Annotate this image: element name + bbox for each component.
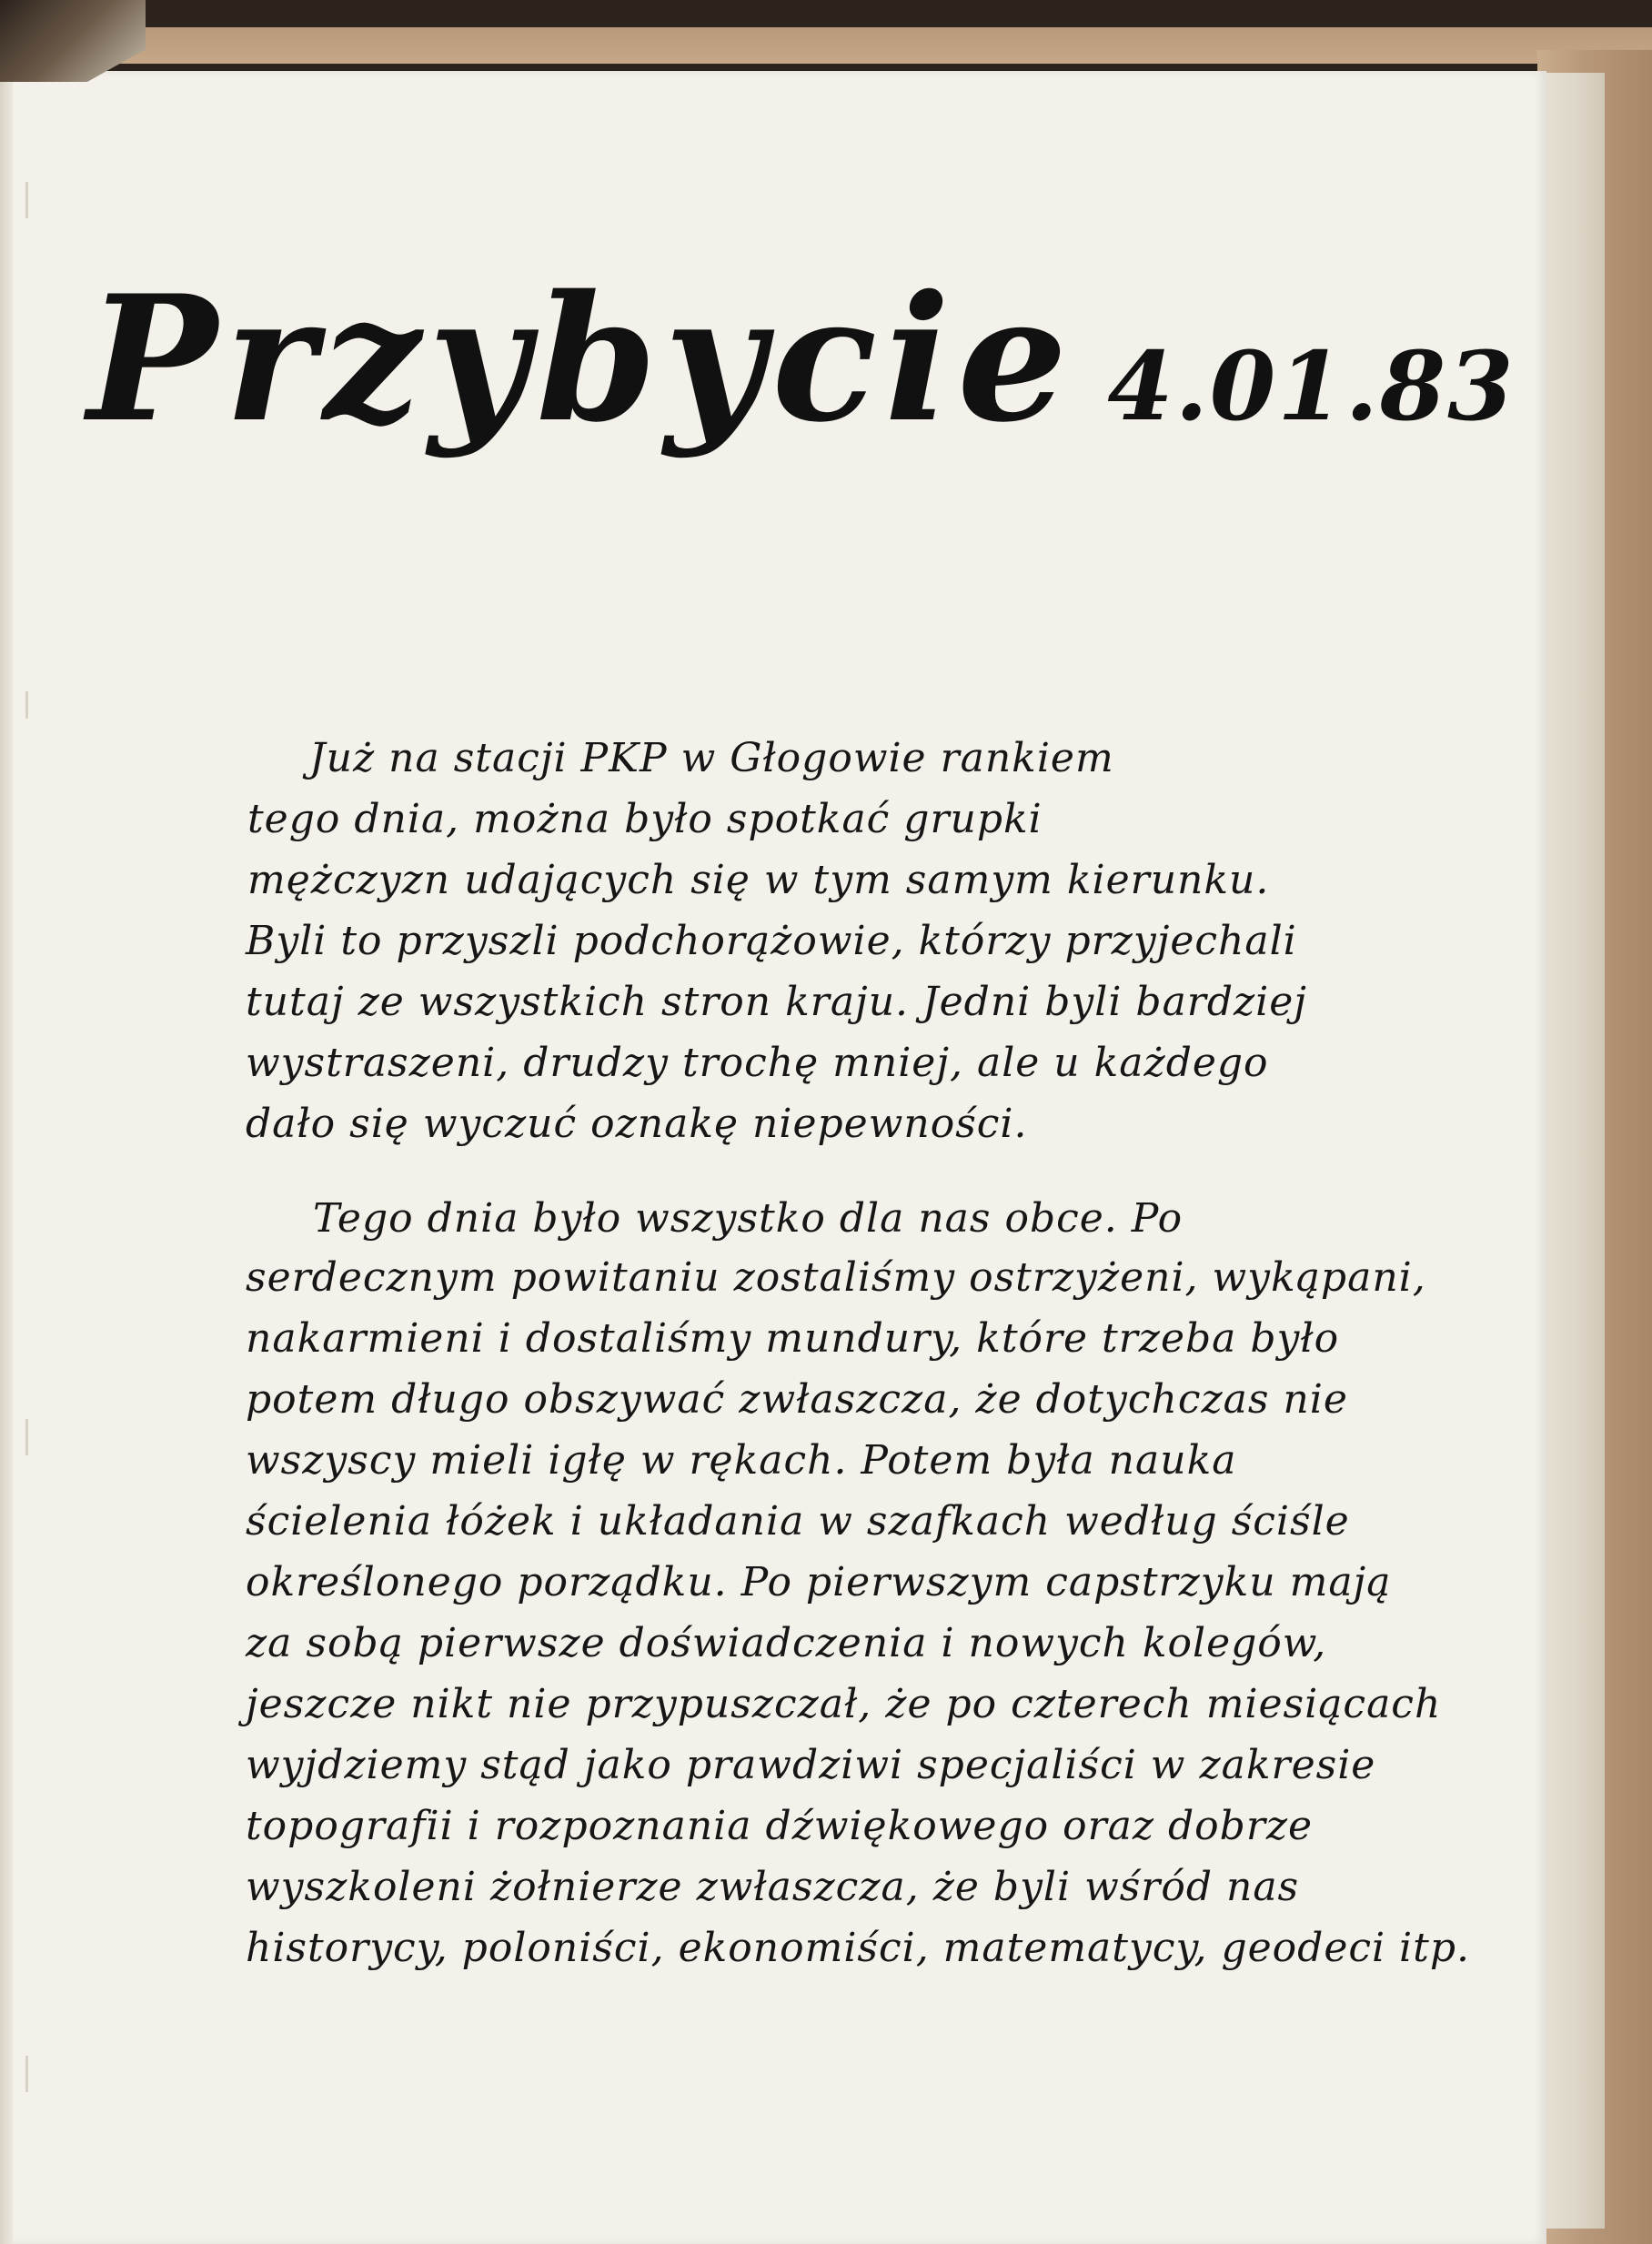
text-line: topografii i rozpoznania dźwiękowego oraz dobrze	[246, 1803, 1314, 1849]
binding-stitch	[25, 2056, 28, 2092]
text-line: wyszkoleni żołnierze zwłaszcza, że byli wśród nas	[246, 1864, 1300, 1910]
text-line: określonego porządku. Po pierwszym capstrzyku mają	[246, 1559, 1392, 1605]
text-line: Byli to przyszli podchorążowie, którzy przyjechali	[246, 918, 1297, 964]
page-stack-edge	[1537, 73, 1605, 2229]
text-line: tego dnia, można było spotkać grupki	[247, 796, 1043, 842]
binding-stitch	[25, 182, 28, 218]
text-line: wystraszeni, drudzy trochę mniej, ale u każdego	[246, 1040, 1269, 1086]
binding-edge	[0, 71, 13, 2244]
title-date: 4.01.83	[1107, 330, 1516, 442]
text-line: historycy, poloniści, ekonomiści, matematycy, geodeci itp.	[246, 1925, 1470, 1971]
text-line: za sobą pierwsze doświadczenia i nowych kolegów,	[246, 1620, 1327, 1666]
text-line: dało się wyczuć oznakę niepewności.	[246, 1101, 1028, 1147]
text-line: Już na stacji PKP w Głogowie rankiem	[309, 735, 1114, 781]
binding-stitch	[25, 691, 28, 719]
text-line: wszyscy mieli igłę w rękach. Potem była nauka	[246, 1437, 1237, 1484]
text-line: potem długo obszywać zwłaszcza, że dotychczas nie	[246, 1376, 1348, 1423]
text-line: Tego dnia było wszystko dla nas obce. Po	[313, 1195, 1184, 1242]
text-line: ścielenia łóżek i układania w szafkach według ściśle	[246, 1498, 1350, 1545]
text-line: wyjdziemy stąd jako prawdziwi specjaliści w zakresie	[246, 1742, 1376, 1788]
book-cover-top-edge	[0, 27, 1652, 64]
text-line: jeszcze nikt nie przypuszczał, że po czterech miesiącach	[246, 1681, 1442, 1727]
text-line: serdecznym powitaniu zostaliśmy ostrzyżeni, wykąpani,	[246, 1254, 1426, 1301]
text-line: nakarmieni i dostaliśmy mundury, które trzeba było	[246, 1315, 1340, 1362]
page-title	[87, 257, 1516, 460]
text-line: tutaj ze wszystkich stron kraju. Jedni byli bardziej	[246, 979, 1307, 1025]
title-word: Przybycie	[87, 257, 1075, 460]
text-line: mężczyzn udających się w tym samym kierunku.	[247, 857, 1270, 903]
binding-stitch	[25, 1419, 28, 1455]
